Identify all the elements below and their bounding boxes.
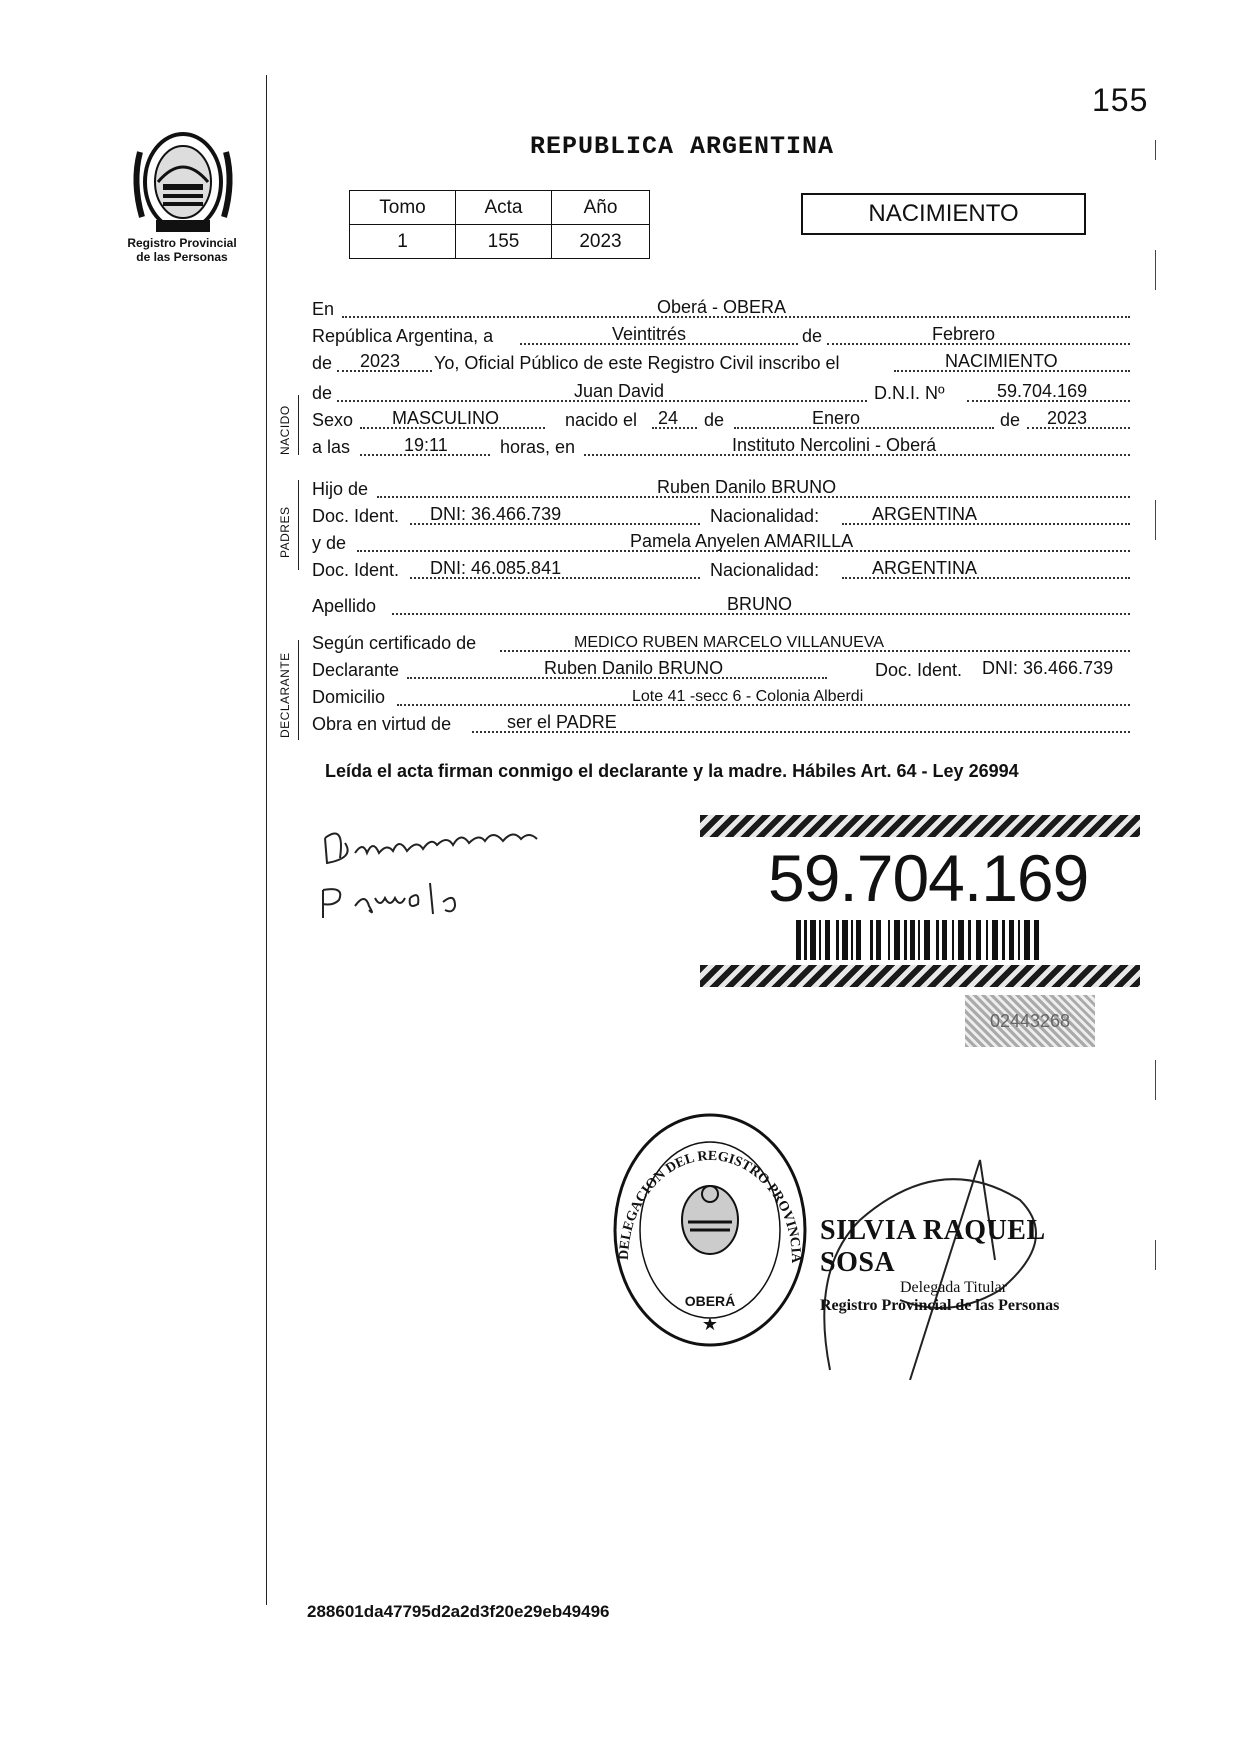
right-margin-tick [1155, 250, 1156, 290]
value-born-month: Enero [812, 408, 861, 428]
value-father-doc: DNI: 36.466.739 [430, 504, 562, 524]
row-certificate [312, 630, 1132, 656]
value-name: Juan David [574, 381, 665, 401]
label-rep: República Argentina, a [312, 326, 494, 346]
seal-bottom-text: OBERÁ [684, 1293, 736, 1309]
label-mother-nat: Nacionalidad: [710, 560, 820, 580]
right-margin-tick [1155, 1240, 1156, 1270]
label-virtue: Obra en virtud de [312, 714, 452, 734]
statement-text: Yo, Oficial Público de este Registro Civil inscribo el [434, 353, 840, 373]
value-certificate: MEDICO RUBEN MARCELO VILLANUEVA [574, 634, 884, 651]
label-en: En [312, 299, 335, 319]
label-hours: horas, en [500, 437, 576, 457]
value-declarant-doc: DNI: 36.466.739 [982, 658, 1114, 678]
official-block [820, 1215, 1120, 1315]
value-mother-doc: DNI: 46.085.841 [430, 558, 562, 578]
row-surname [312, 593, 1132, 619]
serial-stamp: 02443268 [965, 995, 1095, 1047]
value-father-nat: ARGENTINA [872, 504, 978, 524]
row-father-doc [312, 503, 1132, 529]
document-hash: 288601da47795d2a2d3f20e29eb49496 [307, 1602, 610, 1621]
value-address: Lote 41 -secc 6 - Colonia Alberdi [632, 688, 864, 705]
value-birthplace: Instituto Nercolini - Oberá [732, 435, 937, 455]
label-time: a las [312, 437, 351, 457]
left-margin-line [266, 75, 267, 1605]
label-mother: y de [312, 533, 347, 553]
value-mother-nat: ARGENTINA [872, 558, 978, 578]
value-sex: MASCULINO [392, 408, 500, 428]
value-mother: Pamela Anyelen AMARILLA [630, 531, 854, 551]
row-mother [312, 530, 1132, 556]
seal-star-icon: ★ [701, 1314, 719, 1334]
official-name: SILVIA RAQUEL SOSA [820, 1215, 1045, 1278]
label-mother-doc: Doc. Ident. [312, 560, 400, 580]
page-number: 155 [1092, 82, 1149, 118]
barcode-icon [796, 920, 1041, 960]
value-tomo: 1 [350, 225, 456, 259]
row-date [312, 323, 1132, 349]
label-certificate: Según certificado de [312, 633, 477, 653]
label-name: de [312, 383, 333, 403]
registry-seal [610, 1110, 810, 1350]
right-margin-tick [1155, 140, 1156, 160]
right-margin-tick [1155, 1060, 1156, 1100]
official-office: Registro Provincial de las Personas [820, 1297, 1060, 1314]
row-mother-doc [312, 557, 1132, 583]
row-address [312, 684, 1132, 710]
side-label-padres: PADRES [278, 506, 292, 558]
section-separator [298, 480, 299, 570]
row-place [312, 296, 1132, 322]
logo-caption: Registro Provincial de las Personas [127, 236, 237, 264]
section-separator [298, 640, 299, 740]
header-anio: Año [552, 191, 650, 225]
header-acta: Acta [456, 191, 552, 225]
value-day: Veintitrés [612, 324, 687, 344]
value-surname: BRUNO [727, 594, 793, 614]
row-statement [312, 350, 1132, 376]
value-father: Ruben Danilo BRUNO [657, 477, 837, 497]
handwritten-signatures [315, 818, 615, 928]
side-label-declarante: DECLARANTE [278, 652, 292, 738]
label-surname: Apellido [312, 596, 377, 616]
value-dni: 59.704.169 [997, 381, 1088, 401]
label-declarant: Declarante [312, 660, 400, 680]
label-father-doc: Doc. Ident. [312, 506, 400, 526]
label-born-de: de [704, 410, 725, 430]
label-declarant-doc: Doc. Ident. [875, 660, 963, 680]
value-born-day: 24 [658, 408, 679, 428]
value-month: Febrero [932, 324, 996, 344]
value-acta: 155 [456, 225, 552, 259]
side-label-nacido: NACIDO [278, 405, 292, 455]
row-sex [312, 407, 1132, 433]
label-dni: D.N.I. Nº [874, 383, 945, 403]
right-margin-tick [1155, 500, 1156, 540]
header-tomo: Tomo [350, 191, 456, 225]
value-virtue: ser el PADRE [507, 712, 617, 732]
value-born-year: 2023 [1047, 408, 1088, 428]
label-father-nat: Nacionalidad: [710, 506, 820, 526]
dni-barcode-block [700, 815, 1140, 1050]
value-act: NACIMIENTO [945, 351, 1058, 371]
security-band [700, 965, 1140, 987]
row-name [312, 380, 1132, 406]
label-de: de [802, 326, 823, 346]
label-address: Domicilio [312, 687, 386, 707]
seal-ring-text: DELEGACION DEL REGISTRO PROVINCIA [616, 1148, 804, 1264]
document-title: REPUBLICA ARGENTINA [530, 132, 835, 161]
label-born-de2: de [1000, 410, 1021, 430]
official-role: Delegada Titular [900, 1279, 1008, 1296]
label-de2: de [312, 353, 333, 373]
label-sex: Sexo [312, 410, 354, 430]
certificate-type-box: NACIMIENTO [801, 193, 1086, 235]
value-place: Oberá - OBERA [657, 297, 787, 317]
security-band [700, 815, 1140, 837]
row-time [312, 434, 1132, 460]
argentine-coat-of-arms-icon [682, 1186, 738, 1254]
value-year: 2023 [360, 351, 401, 371]
label-father: Hijo de [312, 479, 369, 499]
provincial-shield-icon [128, 122, 238, 237]
value-anio: 2023 [552, 225, 650, 259]
row-virtue [312, 711, 1132, 737]
closing-note: Leída el acta firman conmigo el declarante y la madre. Hábiles Art. 64 - Ley 26994 [325, 761, 1019, 781]
register-table [349, 190, 650, 259]
row-declarant [312, 657, 1132, 683]
dotted-line [734, 427, 994, 429]
row-father [312, 476, 1132, 502]
value-time: 19:11 [404, 435, 448, 455]
section-separator [298, 395, 299, 455]
label-born: nacido el [565, 410, 638, 430]
value-declarant: Ruben Danilo BRUNO [544, 658, 724, 678]
barcode-number: 59.704.169 [768, 841, 1089, 915]
